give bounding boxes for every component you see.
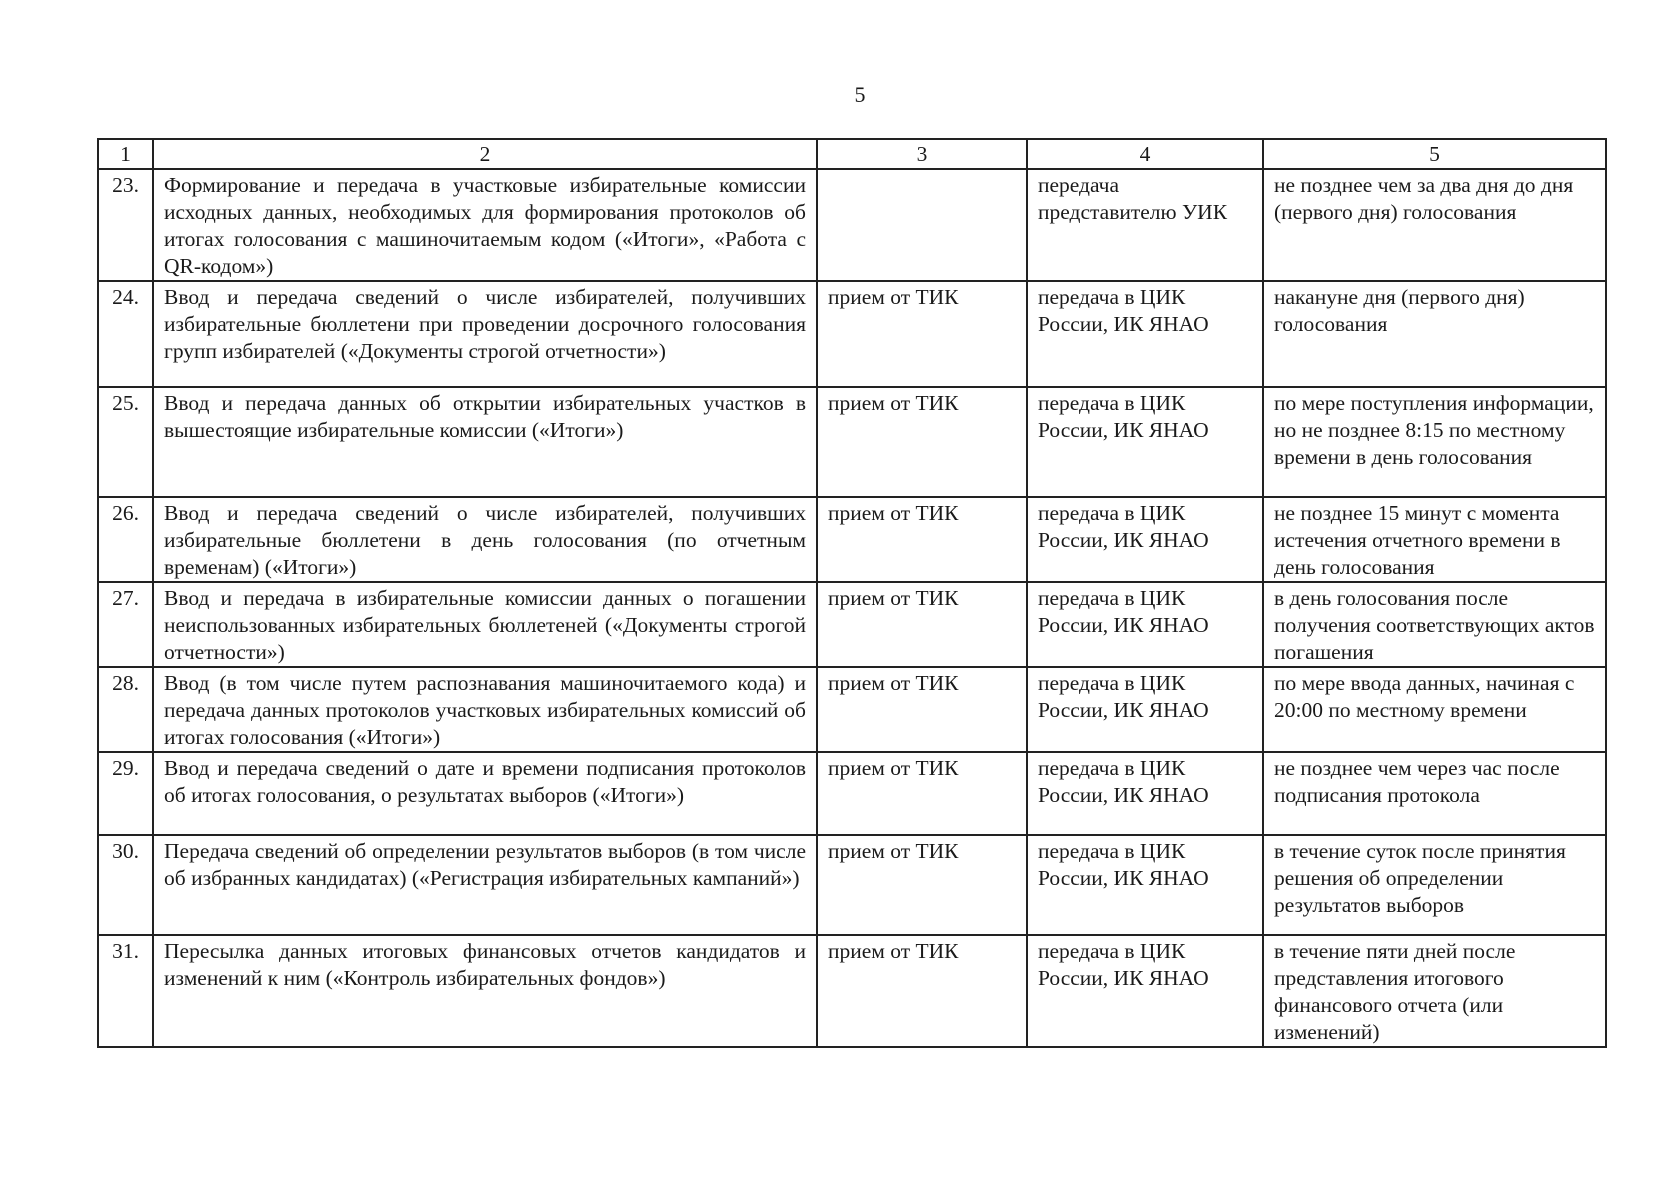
receive-cell: прием от ТИК [817, 497, 1027, 582]
table-row [98, 667, 1606, 752]
table-row [98, 169, 1606, 281]
transfer-cell: передача в ЦИК России, ИК ЯНАО [1027, 835, 1263, 935]
task-description: Ввод (в том числе путем распознавания машиночитаемого кода) и передача данных протоколов участковых избирательных комиссий об итогах голосования («Итоги») [153, 667, 817, 752]
receive-cell: прием от ТИК [817, 667, 1027, 752]
deadline-cell: по мере поступления информации, но не позднее 8:15 по местному времени в день голосования [1263, 387, 1606, 497]
transfer-cell: передача в ЦИК России, ИК ЯНАО [1027, 387, 1263, 497]
deadline-cell: накануне дня (первого дня) голосования [1263, 281, 1606, 387]
task-description: Формирование и передача в участковые избирательные комиссии исходных данных, необходимых для формирования протоколов об итогах голосования с машиночитаемым кодом («Итоги», «Работа с QR-кодом») [153, 169, 817, 281]
receive-cell: прием от ТИК [817, 835, 1027, 935]
task-description: Ввод и передача в избирательные комиссии данных о погашении неиспользованных избирательных бюллетеней («Документы строгой отчетности») [153, 582, 817, 667]
deadline-cell: не позднее чем за два дня до дня (первого дня) голосования [1263, 169, 1606, 281]
receive-cell: прием от ТИК [817, 387, 1027, 497]
task-description: Передача сведений об определении результатов выборов (в том числе об избранных кандидатах) («Регистрация избирательных кампаний») [153, 835, 817, 935]
transfer-cell: передача в ЦИК России, ИК ЯНАО [1027, 667, 1263, 752]
row-number: 23. [98, 169, 153, 281]
row-number: 24. [98, 281, 153, 387]
row-number: 28. [98, 667, 153, 752]
row-number: 31. [98, 935, 153, 1047]
transfer-cell: передача в ЦИК России, ИК ЯНАО [1027, 752, 1263, 835]
table-row [98, 935, 1606, 1047]
receive-cell: прием от ТИК [817, 582, 1027, 667]
task-description: Ввод и передача сведений о числе избирателей, получивших избирательные бюллетени в день голосования (по отчетным временам) («Итоги») [153, 497, 817, 582]
receive-cell [817, 169, 1027, 281]
transfer-cell: передача в ЦИК России, ИК ЯНАО [1027, 497, 1263, 582]
column-header-1: 1 [98, 139, 153, 169]
header-row [98, 139, 1606, 169]
deadline-cell: в течение суток после принятия решения об определении результатов выборов [1263, 835, 1606, 935]
task-description: Ввод и передача сведений о числе избирателей, получивших избирательные бюллетени при проведении досрочного голосования групп избирателей («Документы строгой отчетности») [153, 281, 817, 387]
deadline-cell: в течение пяти дней после представления итогового финансового отчета (или изменений) [1263, 935, 1606, 1047]
deadline-cell: не позднее чем через час после подписания протокола [1263, 752, 1606, 835]
table-row [98, 835, 1606, 935]
transfer-cell: передача в ЦИК России, ИК ЯНАО [1027, 281, 1263, 387]
row-number: 29. [98, 752, 153, 835]
column-header-4: 4 [1027, 139, 1263, 169]
table-row [98, 582, 1606, 667]
row-number: 27. [98, 582, 153, 667]
column-header-2: 2 [153, 139, 817, 169]
deadline-cell: в день голосования после получения соответствующих актов погашения [1263, 582, 1606, 667]
receive-cell: прием от ТИК [817, 281, 1027, 387]
task-description: Ввод и передача сведений о дате и времени подписания протоколов об итогах голосования, о результатах выборов («Итоги») [153, 752, 817, 835]
table-row [98, 387, 1606, 497]
column-header-3: 3 [817, 139, 1027, 169]
deadline-cell: по мере ввода данных, начиная с 20:00 по местному времени [1263, 667, 1606, 752]
row-number: 25. [98, 387, 153, 497]
receive-cell: прием от ТИК [817, 935, 1027, 1047]
table-row [98, 497, 1606, 582]
table-row [98, 752, 1606, 835]
deadline-cell: не позднее 15 минут с момента истечения отчетного времени в день голосования [1263, 497, 1606, 582]
row-number: 26. [98, 497, 153, 582]
task-description: Пересылка данных итоговых финансовых отчетов кандидатов и изменений к ним («Контроль избирательных фондов») [153, 935, 817, 1047]
transfer-cell: передача в ЦИК России, ИК ЯНАО [1027, 582, 1263, 667]
transfer-cell: передача представителю УИК [1027, 169, 1263, 281]
row-number: 30. [98, 835, 153, 935]
task-description: Ввод и передача данных об открытии избирательных участков в вышестоящие избирательные комиссии («Итоги») [153, 387, 817, 497]
page-number: 5 [854, 82, 866, 107]
column-header-5: 5 [1263, 139, 1606, 169]
table-row [98, 281, 1606, 387]
schedule-table [97, 138, 1607, 1048]
receive-cell: прием от ТИК [817, 752, 1027, 835]
transfer-cell: передача в ЦИК России, ИК ЯНАО [1027, 935, 1263, 1047]
